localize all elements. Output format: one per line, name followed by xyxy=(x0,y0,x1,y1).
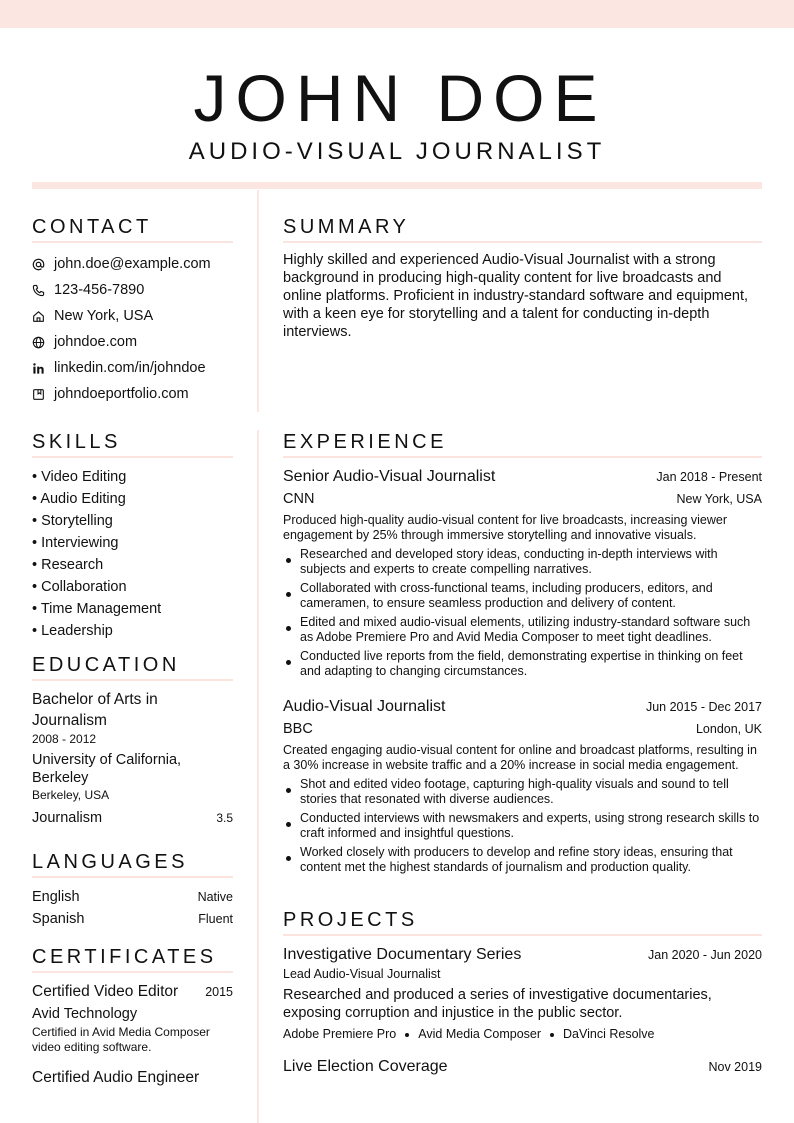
contact-text: New York, USA xyxy=(54,308,154,324)
phone-icon xyxy=(32,284,54,297)
top-accent-bar xyxy=(0,0,794,28)
globe-icon xyxy=(32,336,54,349)
portfolio-icon xyxy=(32,388,54,401)
certificate-row xyxy=(32,981,233,1003)
job-entry xyxy=(283,466,762,679)
project-role: Lead Audio-Visual Journalist xyxy=(283,967,441,981)
certificate-org: Avid Technology xyxy=(32,1006,138,1022)
bullet-item: Worked closely with producers to develop and refine story ideas, ensuring that content met the highest standards of journalism and production quality. xyxy=(283,845,762,875)
job-entry xyxy=(283,696,762,875)
job-company-row xyxy=(283,488,762,510)
job-bullets xyxy=(283,547,762,679)
project-dates: Jan 2020 - Jun 2020 xyxy=(648,948,762,962)
bullet-item: Researched and developed story ideas, conducting in-depth interviews with subjects and experts to create compelling narratives. xyxy=(283,547,762,577)
section-heading: CERTIFICATES xyxy=(32,945,233,973)
language-row xyxy=(32,886,233,908)
job-location: New York, USA xyxy=(676,492,762,506)
summary-section xyxy=(283,215,762,341)
project-entry xyxy=(283,944,762,1044)
summary-text: Highly skilled and experienced Audio-Visual Journalist with a strong background in producing high-quality content for live broadcasts and online platforms. Proficient in industry-standard software and equipment, with a keen eye for storytelling and a talent for conducting in-depth interviews. xyxy=(283,252,749,340)
home-icon xyxy=(32,310,54,323)
language-row xyxy=(32,908,233,930)
skill-item: • Interviewing xyxy=(32,532,233,554)
linkedin-icon xyxy=(32,362,54,375)
bullet-item: Conducted live reports from the field, demonstrating expertise in thinking on feet and adapting to changing circumstances. xyxy=(283,649,762,679)
bullet-item: Collaborated with cross-functional teams, including producers, editors, and cameramen, to ensure seamless production and delivery of content. xyxy=(283,581,762,611)
bullet-item: Edited and mixed audio-visual elements, utilizing industry-standard software such as Adobe Premiere Pro and Avid Media Composer to meet tight deadlines. xyxy=(283,615,762,645)
skill-item: • Audio Editing xyxy=(32,488,233,510)
contact-text: linkedin.com/in/johndoe xyxy=(54,360,206,376)
contact-phone[interactable] xyxy=(32,277,233,303)
skills-section xyxy=(32,430,233,642)
contact-section xyxy=(32,215,233,407)
section-heading: CONTACT xyxy=(32,215,233,243)
candidate-title: AUDIO-VISUAL JOURNALIST xyxy=(188,138,606,165)
job-description: Produced high-quality audio-visual content for live broadcasts, increasing viewer engagement by 25% through immersive storytelling and innovative visuals. xyxy=(283,513,727,542)
column-divider-top xyxy=(257,190,259,412)
contact-text: 123-456-7890 xyxy=(54,282,145,298)
skill-item: • Time Management xyxy=(32,598,233,620)
job-title: Senior Audio-Visual Journalist xyxy=(283,468,496,485)
language-name: English xyxy=(32,889,80,905)
job-description: Created engaging audio-visual content for online and broadcast platforms, resulting in a 30% increase in website traffic and a 20% increase in social media engagement. xyxy=(283,743,757,772)
left-column xyxy=(32,215,233,1086)
language-level: Fluent xyxy=(198,912,233,926)
project-title: Investigative Documentary Series xyxy=(283,946,522,963)
certificate-desc: Certified in Avid Media Composer video editing software. xyxy=(32,1025,210,1054)
bullet-item: Shot and edited video footage, capturing high-quality visuals and sound to tell stories that resonated with diverse audiences. xyxy=(283,777,762,807)
project-tool: DaVinci Resolve xyxy=(563,1027,655,1041)
bullet-item: Conducted interviews with newsmakers and experts, using strong research skills to craft informed and insightful questions. xyxy=(283,811,762,841)
right-column xyxy=(283,215,762,1075)
separator-dot xyxy=(405,1033,409,1037)
column-divider-bottom xyxy=(257,430,259,1123)
section-heading: EXPERIENCE xyxy=(283,430,762,458)
skills-list xyxy=(32,466,233,642)
contact-email[interactable] xyxy=(32,251,233,277)
education-section xyxy=(32,653,233,828)
contact-text: john.doe@example.com xyxy=(54,256,211,272)
gpa: 3.5 xyxy=(216,811,233,825)
skill-item: • Storytelling xyxy=(32,510,233,532)
contact-linkedin[interactable] xyxy=(32,355,233,381)
contact-location xyxy=(32,303,233,329)
contact-text: johndoeportfolio.com xyxy=(54,386,189,402)
contact-text: johndoe.com xyxy=(54,334,138,350)
project-tools xyxy=(283,1024,762,1044)
experience-section xyxy=(283,430,762,879)
job-header xyxy=(283,466,762,488)
section-heading: EDUCATION xyxy=(32,653,233,681)
project-tool: Adobe Premiere Pro xyxy=(283,1027,397,1041)
at-icon xyxy=(32,258,54,271)
certificate-name: Certified Audio Engineer xyxy=(32,1069,200,1086)
job-company: BBC xyxy=(283,721,313,737)
certificates-section xyxy=(32,945,233,1089)
certificate-year: 2015 xyxy=(205,985,233,999)
section-heading: PROJECTS xyxy=(283,908,762,936)
job-company-row xyxy=(283,718,762,740)
projects-section xyxy=(283,908,762,1078)
project-header xyxy=(283,1056,762,1078)
job-location: London, UK xyxy=(695,722,762,736)
section-heading: LANGUAGES xyxy=(32,850,233,878)
languages-section xyxy=(32,850,233,930)
certificate-name: Certified Video Editor xyxy=(32,983,179,1000)
education-dates: 2008 - 2012 xyxy=(32,732,97,746)
school-name: University of California, Berkeley xyxy=(32,752,182,786)
separator-dot xyxy=(550,1033,554,1037)
school-location: Berkeley, USA xyxy=(32,788,110,802)
job-dates: Jan 2018 - Present xyxy=(656,470,762,484)
project-title: Live Election Coverage xyxy=(283,1058,448,1075)
skill-item: • Research xyxy=(32,554,233,576)
language-level: Native xyxy=(197,890,233,904)
project-header xyxy=(283,944,762,966)
project-dates: Nov 2019 xyxy=(708,1060,762,1074)
skill-item: • Video Editing xyxy=(32,466,233,488)
job-dates: Jun 2015 - Dec 2017 xyxy=(645,700,762,714)
degree: Bachelor of Arts in Journalism xyxy=(32,691,158,729)
job-company: CNN xyxy=(283,491,315,507)
section-heading: SKILLS xyxy=(32,430,233,458)
skill-item: • Collaboration xyxy=(32,576,233,598)
contact-website[interactable] xyxy=(32,329,233,355)
project-description: Researched and produced a series of investigative documentaries, exposing corruption and injustice in the public sector. xyxy=(283,987,712,1021)
project-entry xyxy=(283,1056,762,1078)
job-title: Audio-Visual Journalist xyxy=(283,698,446,715)
header-divider xyxy=(32,182,762,189)
section-heading: SUMMARY xyxy=(283,215,762,243)
contact-portfolio[interactable] xyxy=(32,381,233,407)
job-bullets xyxy=(283,777,762,875)
skill-item: • Leadership xyxy=(32,620,233,642)
field-of-study: Journalism xyxy=(32,810,103,826)
job-header xyxy=(283,696,762,718)
candidate-name: JOHN DOE xyxy=(193,61,607,135)
project-tool: Avid Media Composer xyxy=(418,1027,542,1041)
language-name: Spanish xyxy=(32,911,85,927)
field-row xyxy=(32,808,233,828)
